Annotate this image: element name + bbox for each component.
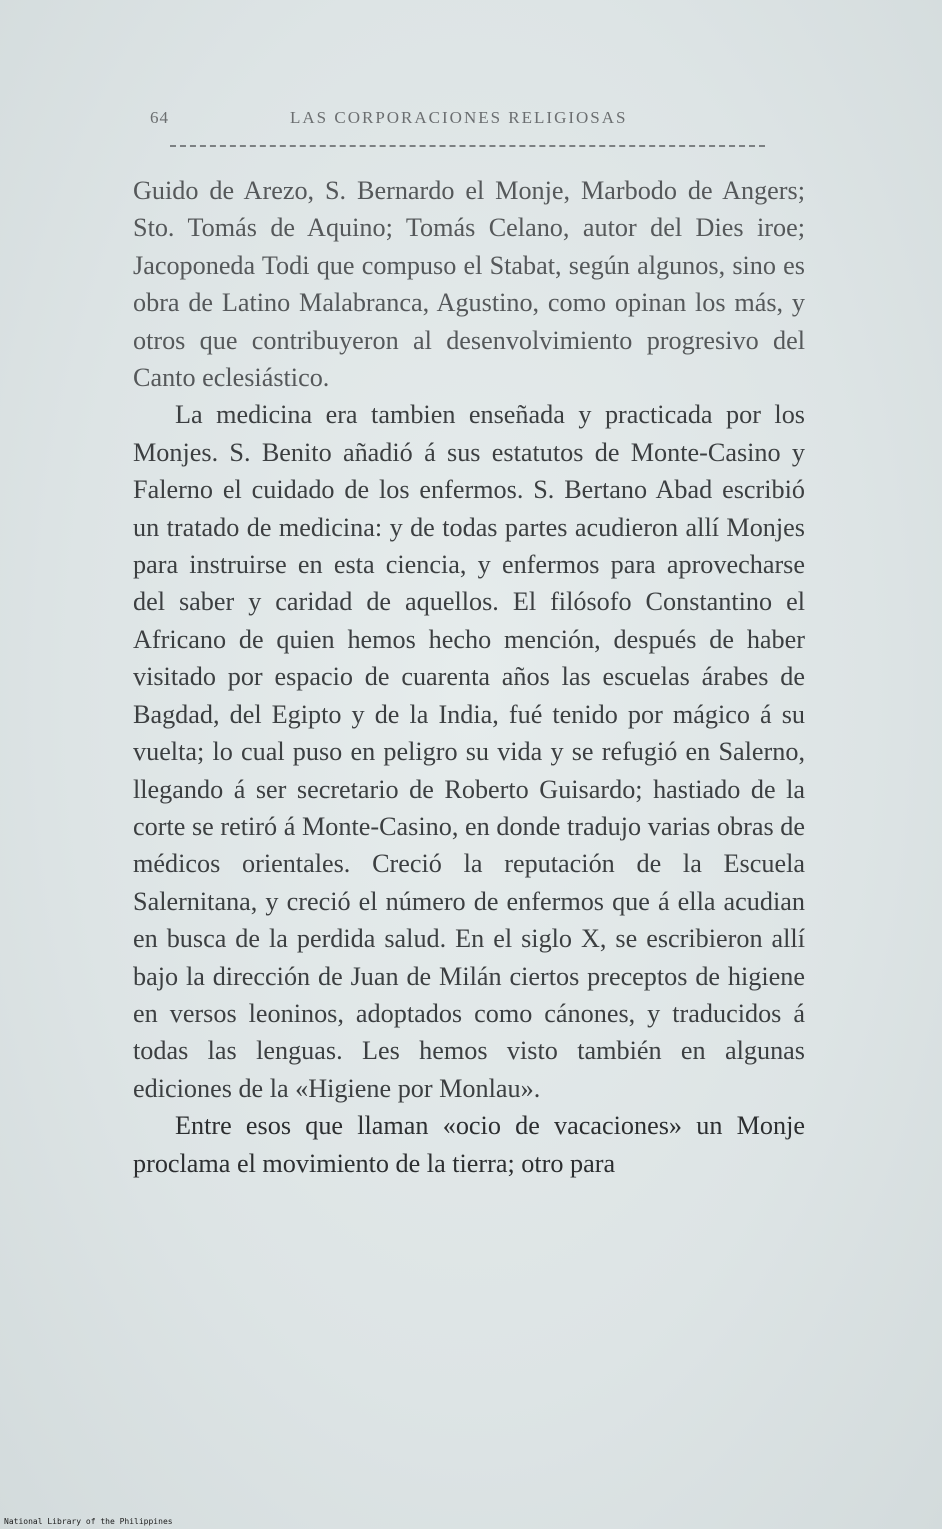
paragraph-1: Guido de Arezo, S. Bernardo el Monje, Marbodo de Angers; Sto. Tomás de Aquino; Tomás Celano, autor del Dies iroe; Jacoponeda Todi que compuso el Stabat, según algunos, sino es obra de Latino Malabranca, Agustino, como opinan los más, y otros que contribuyeron al desenvolvimiento progresivo del Canto eclesiástico. <box>133 176 805 393</box>
page-header <box>150 108 810 138</box>
paragraph-2: La medicina era tambien enseñada y practicada por los Monjes. S. Benito añadió á sus estatutos de Monte-Casino y Falerno el cuidado de los enfermos. S. Bertano Abad escribió un tratado de medicina: y de todas partes acudieron allí Monjes para instruirse en esta ciencia, y enfermos para aprovecharse del saber y caridad de aquellos. El filósofo Constantino el Africano de quien hemos hecho mención, después de haber visitado por espacio de cuarenta años las escuelas árabes de Bagdad, del Egipto y de la India, fué tenido por mágico á su vuelta; lo cual puso en peligro su vida y se refugió en Salerno, llegando á ser secretario de Roberto Guisardo; hastiado de la corte se retiró á Monte-Casino, en donde tradujo varias obras de médicos orientales. Creció la reputación de la Escuela Salernitana, y creció el número de enfermos que á ella acudian en busca de la perdida salud. En el siglo X, se escribieron allí bajo la dirección de Juan de Milán ciertos preceptos de higiene en versos leoninos, adoptados como cánones, y traducidos á todas las lenguas. Les hemos visto también en algunas ediciones de la «Higiene por Monlau». <box>133 400 805 1103</box>
page-number: 64 <box>150 108 169 127</box>
body-text <box>133 172 805 1182</box>
running-head: LAS CORPORACIONES RELIGIOSAS <box>290 108 628 127</box>
library-credit: National Library of the Philippines <box>4 1517 173 1526</box>
header-rule <box>170 145 765 147</box>
paragraph-3: Entre esos que llaman «ocio de vacaciones» un Monje proclama el movimiento de la tierra; otro para <box>133 1111 805 1178</box>
